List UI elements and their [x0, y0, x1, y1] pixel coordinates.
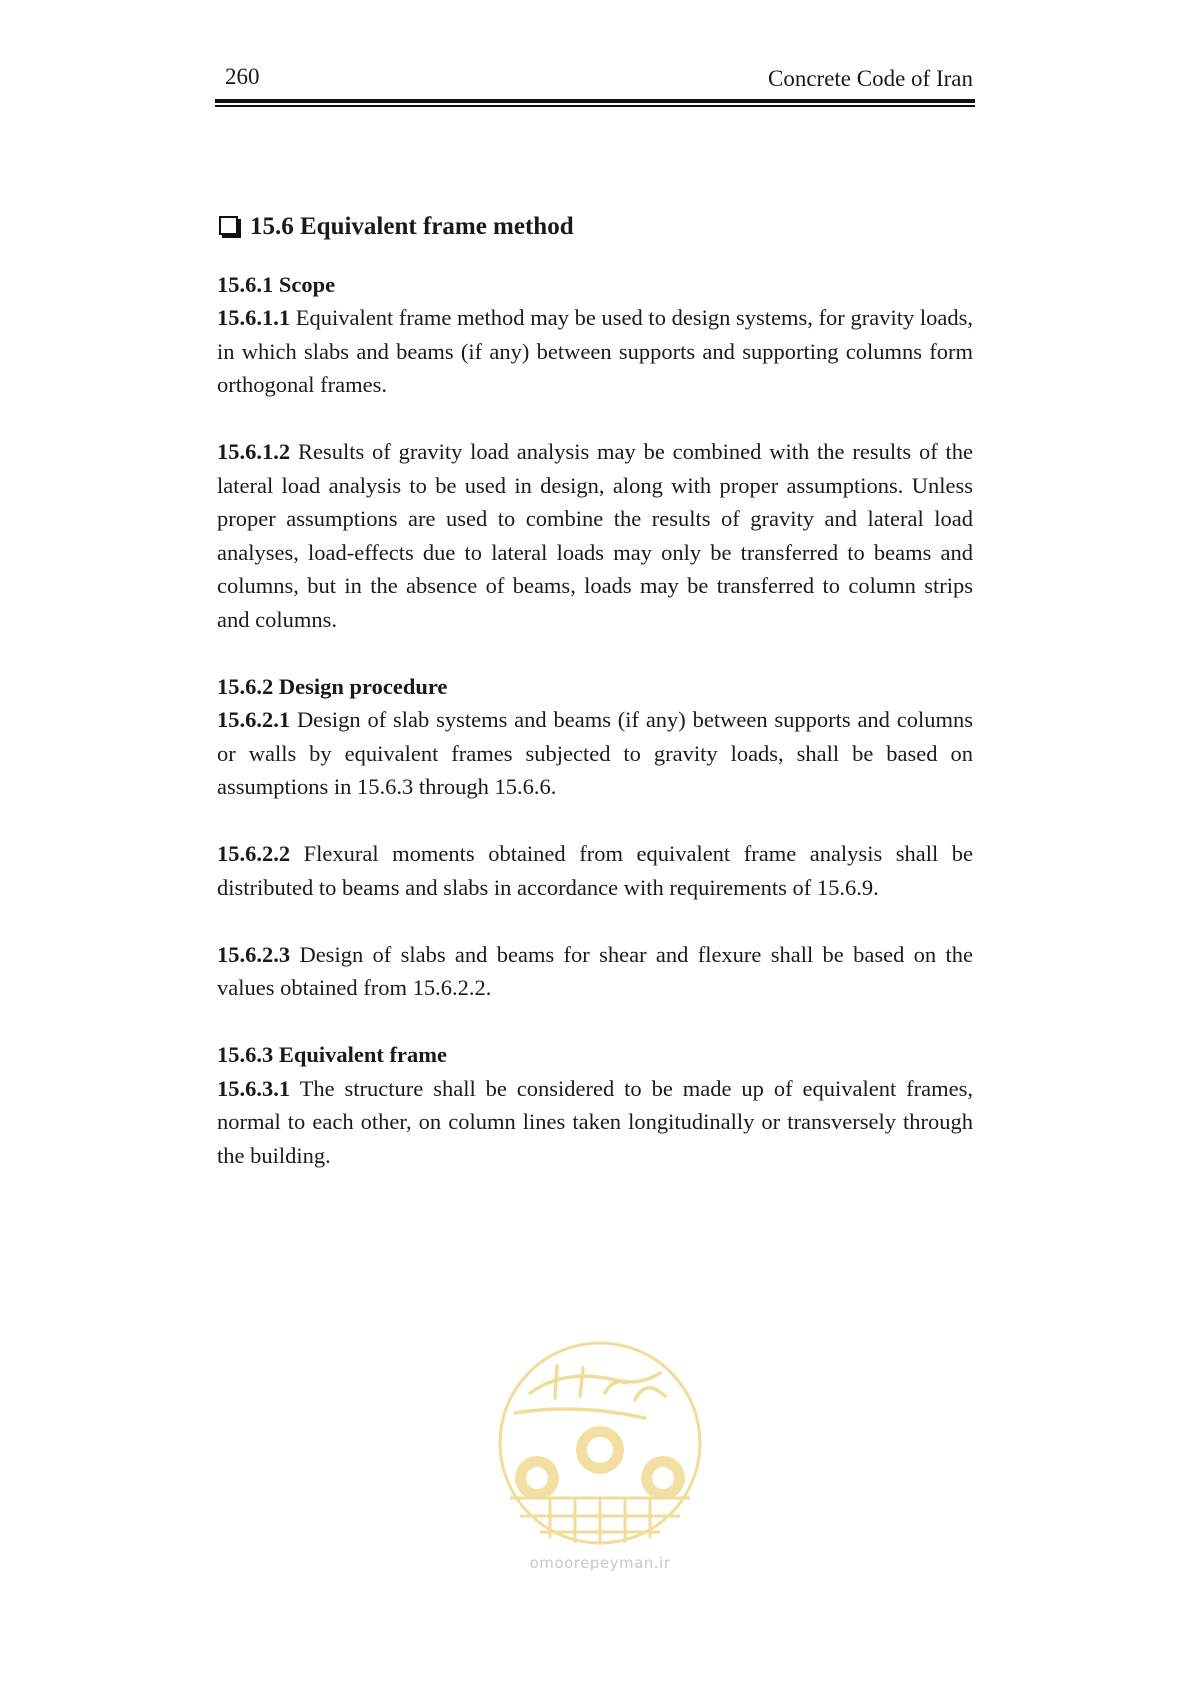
clause-text: Results of gravity load analysis may be combined with the results of the lateral load analysis to be used in design, along with proper assumptions. Unless proper assumptions are used to combine the results of gravity and lateral load analyses, load-effects due to lateral loads may only be transferred to beams and columns, but in the absence of beams, loads may be transferred to column strips and columns.	[217, 439, 973, 632]
paragraph	[217, 301, 973, 402]
section-title	[217, 210, 973, 244]
block-design-procedure	[217, 670, 973, 1005]
clause-text: Equivalent frame method may be used to design systems, for gravity loads, in which slabs and beams (if any) between supports and supporting columns form orthogonal frames.	[217, 305, 973, 397]
page-header	[215, 62, 975, 102]
clause-number: 15.6.2.1	[217, 707, 291, 732]
clause-number: 15.6.2.3	[217, 941, 291, 967]
clause-text: Design of slabs and beams for shear and flexure shall be based on the values obtained from 15.6.2.2.	[217, 941, 973, 1000]
clause-number: 15.6.1.1	[217, 305, 291, 330]
clause-text: The structure shall be considered to be made up of equivalent frames, normal to each other, on column lines taken longitudinally or transversely through the building.	[217, 1075, 973, 1168]
clause-number: 15.6.2.2	[217, 841, 291, 866]
sub-heading: 15.6.2 Design procedure	[217, 673, 448, 699]
page-number: 260	[225, 64, 260, 89]
header-rule-thick	[215, 99, 975, 103]
paragraph	[217, 1072, 973, 1173]
clause-number: 15.6.1.2	[217, 439, 291, 464]
paragraph	[217, 837, 973, 904]
block-equivalent-frame	[217, 1038, 973, 1172]
running-title: Concrete Code of Iran	[767, 66, 973, 91]
header-rule-thin	[215, 105, 975, 107]
checkbox-bullet-icon	[219, 216, 238, 235]
clause-text: Design of slab systems and beams (if any) between supports and columns or walls by equivalent frames subjected to gravity loads, shall be based on assumptions in 15.6.3 through 15.6.6.	[217, 707, 973, 799]
paragraph	[217, 435, 973, 636]
block-scope	[217, 268, 973, 637]
paragraph	[217, 703, 973, 804]
clause-text: Flexural moments obtained from equivalent frame analysis shall be distributed to beams and slabs in accordance with requirements of 15.6.9.	[217, 841, 973, 900]
sub-heading: 15.6.1 Scope	[217, 271, 336, 297]
paragraph	[217, 938, 973, 1005]
watermark-url: omoorepeyman.ir	[529, 1554, 671, 1572]
watermark-logo	[495, 1338, 705, 1578]
sub-heading: 15.6.3 Equivalent frame	[217, 1042, 447, 1067]
watermark-emblem-icon	[495, 1338, 705, 1548]
main-content	[217, 210, 973, 1206]
section-title-text: 15.6 Equivalent frame method	[250, 213, 574, 240]
clause-number: 15.6.3.1	[217, 1075, 291, 1101]
